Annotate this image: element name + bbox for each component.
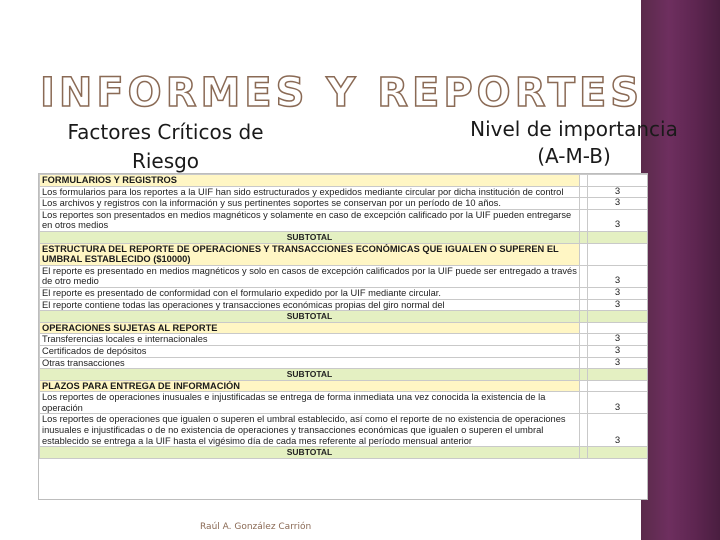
row-text: Transferencias locales e internacionales [40,334,580,346]
spacer-cell [580,209,588,231]
table-row [40,186,648,198]
spacer-cell [580,311,588,323]
spacer-cell [580,334,588,346]
spacer-cell [580,299,588,311]
subtotal-row [40,311,648,323]
nivel-label: Nivel de importancia (A-M-B) [470,117,678,168]
importance-value [588,369,648,381]
importance-value: 3 [588,392,648,414]
row-text: El reporte contiene todas las operaciones y transacciones económicas propias del giro normal del [40,299,580,311]
row-text: Otras transacciones [40,357,580,369]
row-text: PLAZOS PARA ENTREGA DE INFORMACIÓN [40,380,580,392]
table-row [40,209,648,231]
importance-value [588,380,648,392]
importance-value: 3 [588,299,648,311]
importance-value [588,311,648,323]
section-row [40,322,648,334]
importance-value: 3 [588,414,648,447]
spacer-cell [580,198,588,210]
subtotal-label: SUBTOTAL [40,311,580,323]
subtotal-row [40,447,648,459]
spacer-cell [580,186,588,198]
importance-value [588,231,648,243]
risk-table [39,174,648,459]
spacer-cell [580,287,588,299]
table-row [40,265,648,287]
author-footer: Raúl A. González Carrión [200,522,312,532]
factores-label: Factores Críticos de Riesgo [67,120,264,173]
spacer-cell [580,265,588,287]
row-text: Certificados de depósitos [40,345,580,357]
row-text: ESTRUCTURA DEL REPORTE DE OPERACIONES Y TRANSACCIONES ECONÓMICAS QUE IGUALEN O SUPEREN EL UMBRAL ESTABLECIDO ($10000) [40,243,580,265]
importance-value [588,322,648,334]
table-row [40,357,648,369]
spacer-cell [580,380,588,392]
row-text: Los formularios para los reportes a la UIF han sido estructurados y expedidos mediante circular por dicha institución de control [40,186,580,198]
subtotal-label: SUBTOTAL [40,447,580,459]
spacer-cell [580,414,588,447]
row-text: El reporte es presentado en medios magnéticos y solo en casos de excepción calificados por la UIF puede ser entregado a través de otro medio [40,265,580,287]
row-text: El reporte es presentado de conformidad con el formulario expedido por la UIF mediante circular. [40,287,580,299]
subtotal-row [40,369,648,381]
table-row [40,414,648,447]
risk-table-image [38,173,648,500]
importance-value: 3 [588,287,648,299]
importance-value: 3 [588,265,648,287]
importance-value [588,447,648,459]
spacer-cell [580,345,588,357]
spacer-cell [580,357,588,369]
row-text: Los reportes de operaciones que igualen o superen el umbral establecido, así como el reporte de no existencia de operaciones inusuales e injustificadas o de no existencia de operaciones y transacciones económicas que igualen o superen el umbral establecido se entrega a la UIF hasta el vigésimo día de cada mes referente al período mensual anterior [40,414,580,447]
spacer-cell [580,175,588,187]
table-row [40,299,648,311]
decorative-sidebar [641,0,720,540]
row-text: OPERACIONES SUJETAS AL REPORTE [40,322,580,334]
subtotal-label: SUBTOTAL [40,231,580,243]
spacer-cell [580,369,588,381]
importance-value: 3 [588,334,648,346]
importance-value [588,243,648,265]
spacer-cell [580,322,588,334]
row-text: Los reportes de operaciones inusuales e injustificadas se entrega de forma inmediata una vez conocida la existencia de la operación [40,392,580,414]
section-row [40,380,648,392]
spacer-cell [580,447,588,459]
spacer-cell [580,231,588,243]
importance-value [588,175,648,187]
table-row [40,392,648,414]
importance-value: 3 [588,345,648,357]
row-text: Los reportes son presentados en medios magnéticos y solamente en caso de excepción calificado por la UIF pueden entregarse en otros medios [40,209,580,231]
spacer-cell [580,392,588,414]
importance-value: 3 [588,186,648,198]
importance-value: 3 [588,357,648,369]
section-row [40,243,648,265]
importance-value: 3 [588,198,648,210]
table-row [40,198,648,210]
table-row [40,334,648,346]
spacer-cell [580,243,588,265]
subtotal-row [40,231,648,243]
section-row [40,175,648,187]
table-row [40,345,648,357]
subtotal-label: SUBTOTAL [40,369,580,381]
page-title: INFORMES Y REPORTES [40,70,644,116]
importance-value: 3 [588,209,648,231]
row-text: FORMULARIOS Y REGISTROS [40,175,580,187]
row-text: Los archivos y registros con la información y sus pertinentes soportes se conservan por un período de 10 años. [40,198,580,210]
table-row [40,287,648,299]
